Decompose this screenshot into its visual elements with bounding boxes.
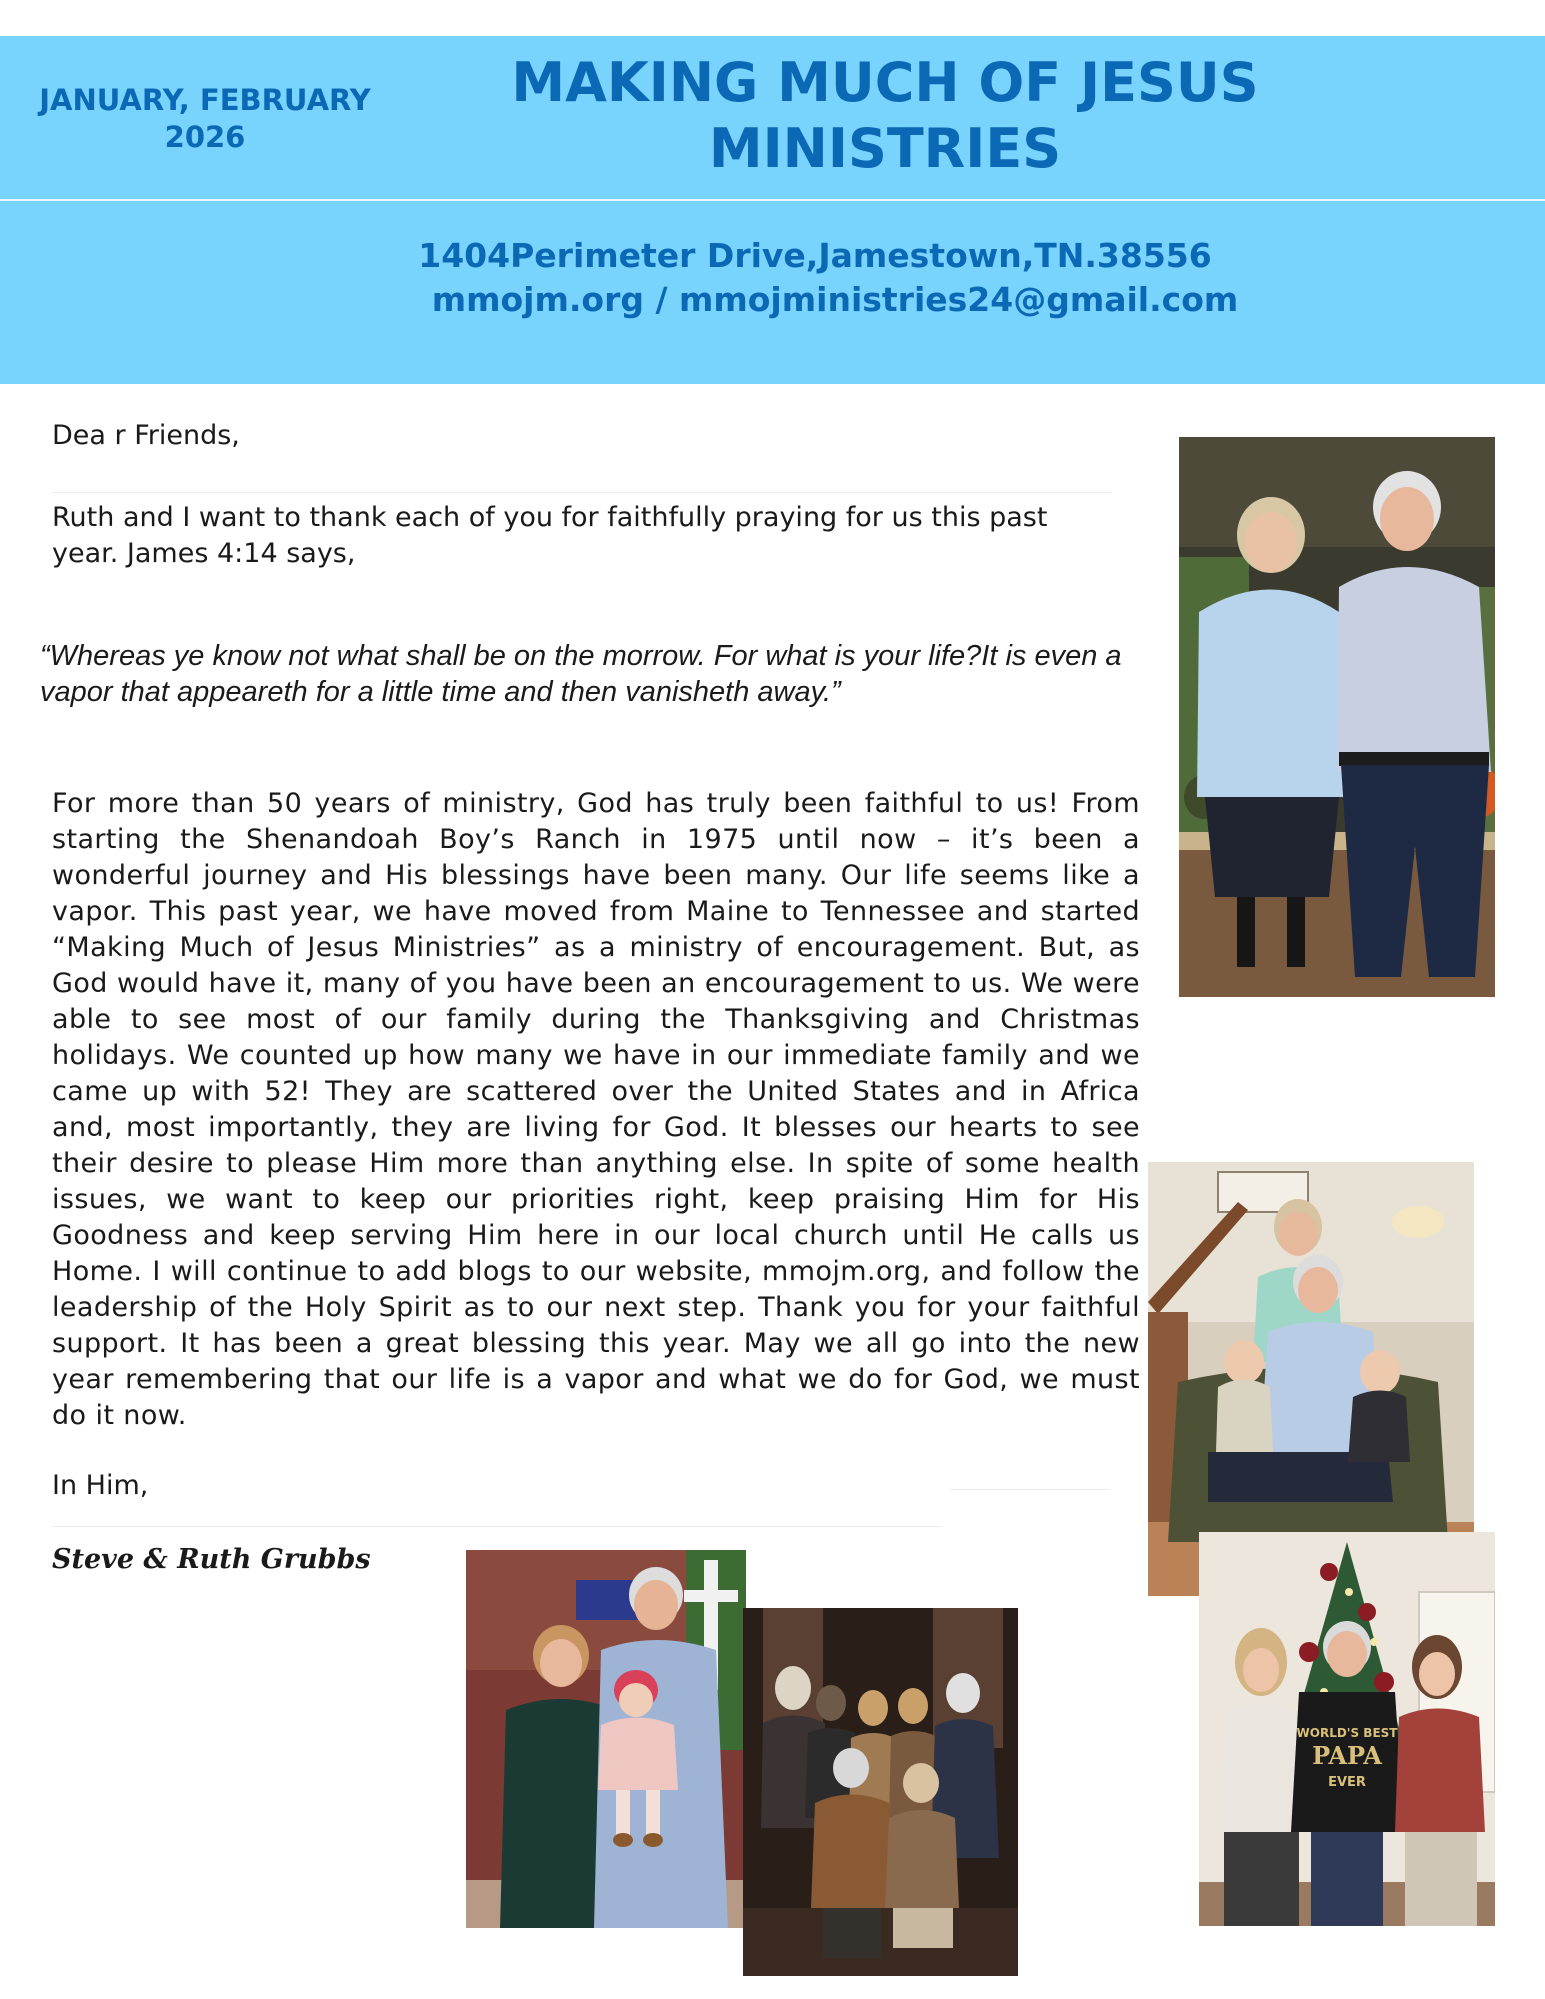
- shirt-text-2: PAPA: [1312, 1741, 1382, 1770]
- date-months: JANUARY, FEBRUARY: [39, 83, 371, 117]
- scripture-quote: “Whereas ye know not what shall be on the morrow. For what is your life?It is even a vapor that appeareth for a little time and then vanisheth away.”: [40, 640, 1122, 708]
- photo-papa-shirt: [1199, 1532, 1495, 1926]
- title-line-2: MINISTRIES: [708, 117, 1062, 180]
- date-year: 2026: [164, 120, 246, 154]
- photo-group: [743, 1608, 1018, 1976]
- letter-closing: In Him,: [52, 1470, 149, 1501]
- letter-body: For more than 50 years of ministry, God has truly been faithful to us! From starting the Shenandoah Boy’s Ranch in 1975 until now – it’s been a wonderful journey and His blessings have been many. Our life seems like a vapor. This past year, we have moved from Maine to Tennessee and started “Making Much of Jesus Ministries” as a ministry of encouragement. But, as God would have it, many of you have been an encouragement to us. We were able to see most of our family during the Thanksgiving and Christmas holidays. We counted up how many we have in our immediate family and we came up with 52! They are scattered over the United States and in Africa and, most importantly, they are living for God. It blesses our hearts to see their desire to please Him more than anything else. In spite of some health issues, we want to keep our priorities right, keep praising Him for His Goodness and keep serving Him here in our local church until He calls us Home. I will continue to add blogs to our website, mmojm.org, and follow the leadership of the Holy Spirit as to our next step. Thank you for your faithful support. It has been a great blessing this year. May we all go into the new year remembering that our life is a vapor and what we do for God, we must do it now.: [52, 788, 1140, 1431]
- header-divider: [0, 199, 1545, 201]
- title-line-1: MAKING MUCH OF JESUS: [511, 51, 1259, 114]
- shirt-text-1: WORLD'S BEST: [1296, 1726, 1398, 1740]
- photo-grandparents-babies: [1148, 1162, 1474, 1596]
- letter-greeting: Dea r Friends,: [52, 420, 240, 451]
- contact-block: [340, 234, 1290, 322]
- organization-title: [440, 50, 1330, 182]
- divider-rule: [950, 1489, 1110, 1490]
- letter-intro: Ruth and I want to thank each of you for faithfully praying for us this past year. James 4:14 says,: [52, 502, 1048, 569]
- photo-couple: [1179, 437, 1495, 997]
- shirt-text-3: EVER: [1328, 1775, 1366, 1790]
- divider-rule: [52, 492, 1112, 493]
- divider-rule: [52, 1526, 942, 1527]
- signature: Steve & Ruth Grubbs: [52, 1544, 371, 1575]
- newsletter-date: [30, 82, 380, 156]
- photo-couple-baby: [466, 1550, 746, 1928]
- website-email: mmojm.org / mmojministries24@gmail.com: [431, 280, 1239, 319]
- street-address: 1404Perimeter Drive,Jamestown,TN.38556: [418, 236, 1212, 275]
